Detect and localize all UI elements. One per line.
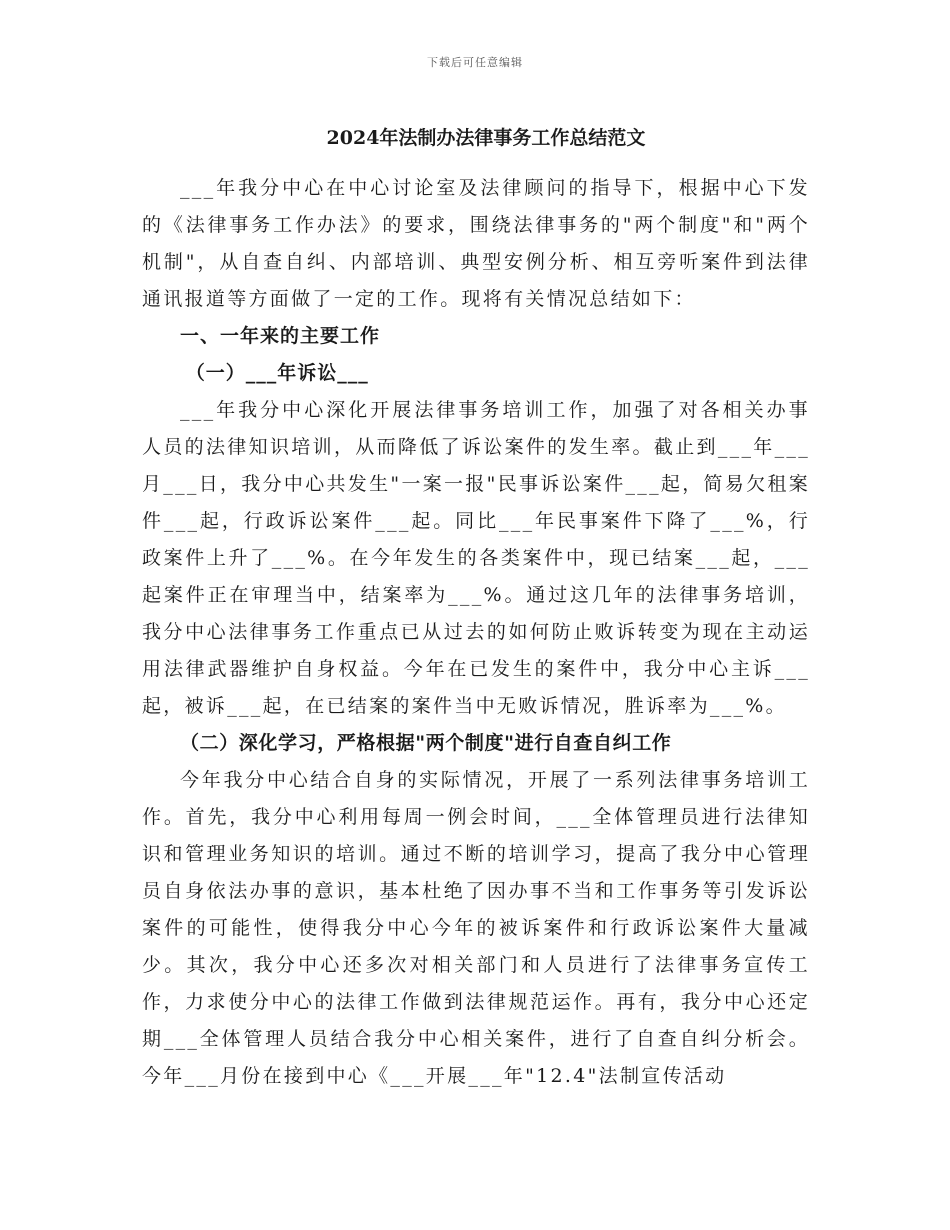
self-inspection-paragraph: 今年我分中心结合自身的实际情况，开展了一系列法律事务培训工作。首先，我分中心利用每周一例会时间，___全体管理员进行法律知识和管理业务知识的培训。通过不断的培训学习，提高了我分中心管理员自身依法办事的意识，基本杜绝了因办事不当和工作事务等引发诉讼案件的可能性，使得我分中心今年的被诉案件和行政诉讼案件大量减少。其次，我分中心还多次对相关部门和人员进行了法律事务宣传工作，力求使分中心的法律工作做到法律规范运作。再有，我分中心还定期___全体管理人员结合我分中心相关案件，进行了自查自纠分析会。今年___月份在接到中心《___开展___年"12.4"法制宣传活动	[142, 769, 810, 1087]
document-body	[142, 120, 810, 1095]
document-title: 2024年法制办法律事务工作总结范文	[326, 127, 646, 149]
section-heading-main-work: 一、一年来的主要工作	[180, 325, 381, 347]
subsection-heading-self-inspection: （二）深化学习，严格根据"两个制度"进行自查自纠工作	[180, 732, 672, 754]
litigation-paragraph: ___年我分中心深化开展法律事务培训工作，加强了对各相关办事人员的法律知识培训，从而降低了诉讼案件的发生率。截止到___年___月___日，我分中心共发生"一案一报"民事诉讼案件___起，简易欠租案件___起，行政诉讼案件___起。同比___年民事案件下降了___%，行政案件上升了___%。在今年发生的各类案件中，现已结案___起，___起案件正在审理当中，结案率为___%。通过这几年的法律事务培训，我分中心法律事务工作重点已从过去的如何防止败诉转变为现在主动运用法律武器维护自身权益。今年在已发生的案件中，我分中心主诉___起，被诉___起，在已结案的案件当中无败诉情况，胜诉率为___%。	[142, 399, 810, 717]
subsection-heading-litigation: （一）___年诉讼___	[185, 362, 369, 384]
page-header-note: 下载后可任意编辑	[427, 56, 523, 69]
intro-paragraph: ___年我分中心在中心讨论室及法律顾问的指导下，根据中心下发的《法律事务工作办法》的要求，围绕法律事务的"两个制度"和"两个机制"，从自查自纠、内部培训、典型安例分析、相互旁听案件到法律通讯报道等方面做了一定的工作。现将有关情况总结如下：	[142, 177, 810, 310]
